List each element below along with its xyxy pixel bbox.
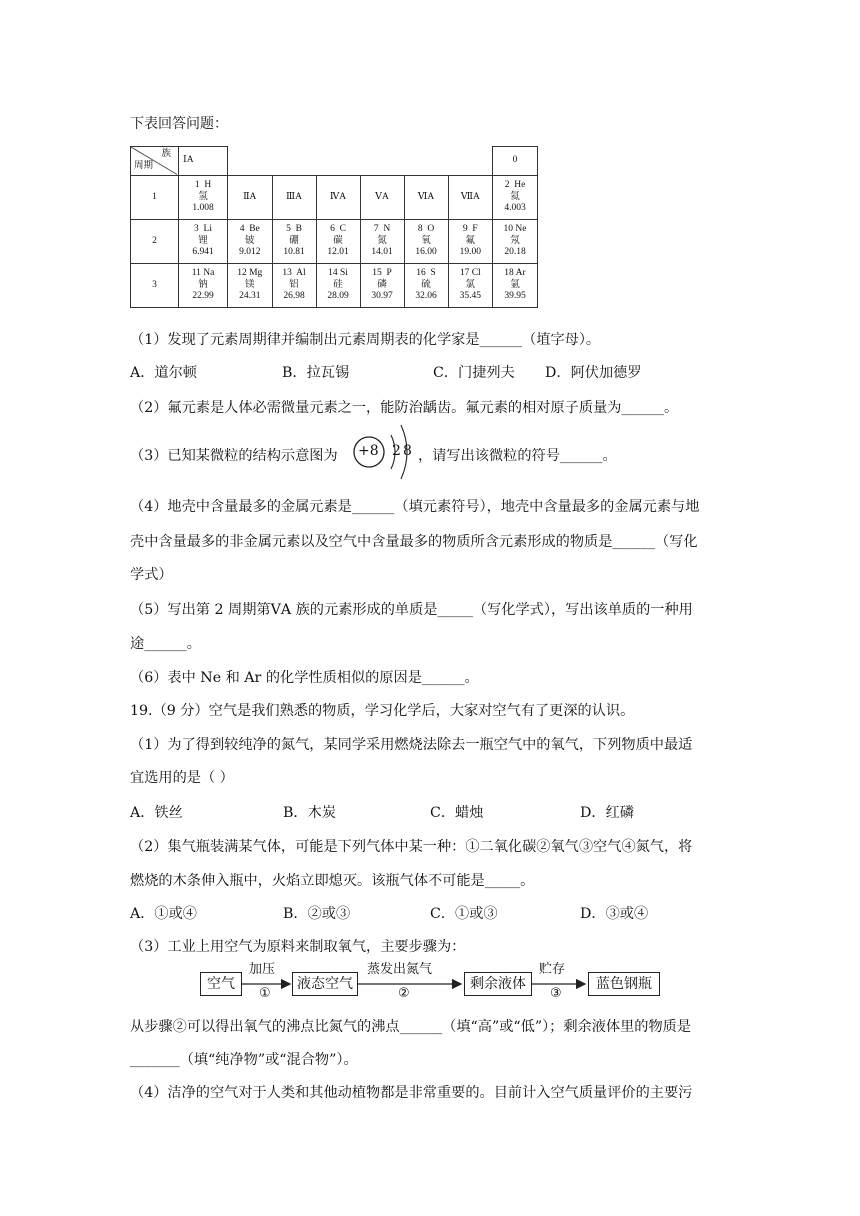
periodic-table [130,146,538,308]
question-3-after: ，请写出该微粒的符号______。 [418,448,617,464]
corner-group-label: 族 [161,149,171,159]
element-cell-Na: 11 Na 钠 22.99 [179,264,228,308]
element-cell-P: 15 P 磷 30.97 [360,264,404,308]
question-2: （2）氟元素是人体必需微量元素之一，能防治龋齿。氟元素的相对原子质量为______。 [130,400,679,416]
question-4-line1: （4）地壳中含量最多的金属元素是______（填元素符号），地壳中含量最多的金属元素与地 [130,499,700,515]
nucleus-charge: +8 [358,443,379,459]
group-header-IIIA: ⅢA [272,176,316,220]
period-1: 1 [131,176,179,220]
element-cell-Ar: 18 Ar 氩 39.95 [493,264,538,308]
flow-box-remaining-liquid: 剩余液体 [464,972,532,996]
q19-part3-line1: （3）工业上用空气为原料来制取氧气，主要步骤为： [130,939,466,955]
element-cell-Mg: 12 Mg 镁 24.31 [228,264,273,308]
element-cell-O: 8 O 氧 16.00 [404,220,448,264]
group-header-IA: ⅠA [179,147,228,176]
question-19-header: 19.（9 分）空气是我们熟悉的物质，学习化学后，大家对空气有了更深的认识。 [130,703,635,719]
question-4-line3: 学式） [130,567,173,583]
period-2: 2 [131,220,179,264]
flow-box-air: 空气 [200,972,242,996]
q19p1-option-b: B．木炭 [283,805,336,821]
question-3-before: （3）已知某微粒的结构示意图为 [130,448,338,464]
group-header-IVA: ⅣA [316,176,360,220]
flow-box-liquid-air: 液态空气 [292,972,358,996]
flow-arrow-1-step: ① [259,986,271,1001]
q1-option-b: B．拉瓦锡 [282,365,350,381]
question-5-line1: （5）写出第 2 周期第ⅤA 族的元素形成的单质是_____（写化学式），写出该单质的一种用 [130,602,693,618]
element-cell-C: 6 C 碳 12.01 [316,220,360,264]
q19p2-option-c: C．①或③ [430,906,498,922]
element-cell-Li: 3 Li 锂 6.941 [179,220,228,264]
element-cell-Si: 14 Si 硅 28.09 [316,264,360,308]
element-cell-Cl: 17 Cl 氯 35.45 [448,264,493,308]
q19-part2-line2: 燃烧的木条伸入瓶中，火焰立即熄灭。该瓶气体不可能是_____。 [130,873,535,889]
element-cell-H: 1 H 氢 1.008 [179,176,228,220]
q1-option-c: C．门捷列夫 [433,365,515,381]
q19-part1-line2: 宜选用的是（ ） [130,770,234,786]
flow-box-blue-cylinder: 蓝色钢瓶 [588,972,660,996]
element-cell-B: 5 B 硼 10.81 [272,220,316,264]
period-3: 3 [131,264,179,308]
q19p2-option-a: A．①或④ [130,906,197,922]
q19-part3-line3: _______（填“纯净物”或“混合物”）。 [130,1052,358,1068]
group-header-VIIA: ⅦA [448,176,493,220]
q19p1-option-c: C．蜡烛 [430,805,484,821]
shell-2-electrons: 8 [403,443,412,459]
question-1: （1）发现了元素周期律并编制出元素周期表的化学家是______（埴字母）。 [130,332,601,348]
q19p2-option-b: B．②或③ [283,906,351,922]
shell-1-electrons: 2 [392,443,401,459]
element-cell-N: 7 N 氮 14.01 [360,220,404,264]
q19-part4-line1: （4）洁净的空气对于人类和其他动植物都是非常重要的。目前计入空气质量评价的主要污 [130,1085,693,1101]
table-corner [131,147,179,176]
q19-part1-line1: （1）为了得到较纯净的氮气，某同学采用燃烧法除去一瓶空气中的氧气，下列物质中最适 [130,737,693,753]
intro-text: 下表回答问题： [130,116,228,132]
flow-arrow-2-step: ② [398,986,410,1001]
group-header-VIA: ⅥA [404,176,448,220]
element-cell-S: 16 S 硫 32.06 [404,264,448,308]
element-cell-Al: 13 Al 铝 26.98 [272,264,316,308]
flow-arrow-3-step: ③ [550,986,562,1001]
question-5-line2: 途______。 [130,636,201,652]
group-header-VA: ⅤA [360,176,404,220]
question-6: （6）表中 Ne 和 Ar 的化学性质相似的原因是______。 [130,670,479,686]
flow-arrow-3-label: 贮存 [539,962,566,977]
element-cell-He: 2 He 氦 4.003 [493,176,538,220]
group-header-IIA: ⅡA [228,176,273,220]
flow-arrow-1-label: 加压 [249,962,276,977]
element-cell-Be: 4 Be 铍 9.012 [228,220,273,264]
q19p2-option-d: D．③或④ [580,906,649,922]
question-4-line2: 壳中含量最多的非金属元素以及空气中含量最多的物质所含元素形成的物质是______（写化 [130,534,698,550]
q19-part2-line1: （2）集气瓶装满某气体，可能是下列气体中某一种：①二氧化碳②氧气③空气④氮气，将 [130,839,693,855]
flow-arrow-2-label: 蒸发出氮气 [367,962,433,977]
q1-option-a: A．道尔顿 [130,365,197,381]
corner-period-label: 周期 [134,160,154,171]
element-cell-Ne: 10 Ne 氖 20.18 [493,220,538,264]
q19-part3-line2: 从步骤②可以得出氧气的沸点比氮气的沸点______（填“高”或“低”）；剩余液体里的物质是 [130,1019,692,1035]
q19p1-option-a: A．铁丝 [130,805,183,821]
group-header-0: 0 [493,147,538,176]
element-cell-F: 9 F 氟 19.00 [448,220,493,264]
q1-option-d: D．阿伏加德罗 [545,365,642,381]
q19p1-option-d: D．红磷 [580,805,634,821]
